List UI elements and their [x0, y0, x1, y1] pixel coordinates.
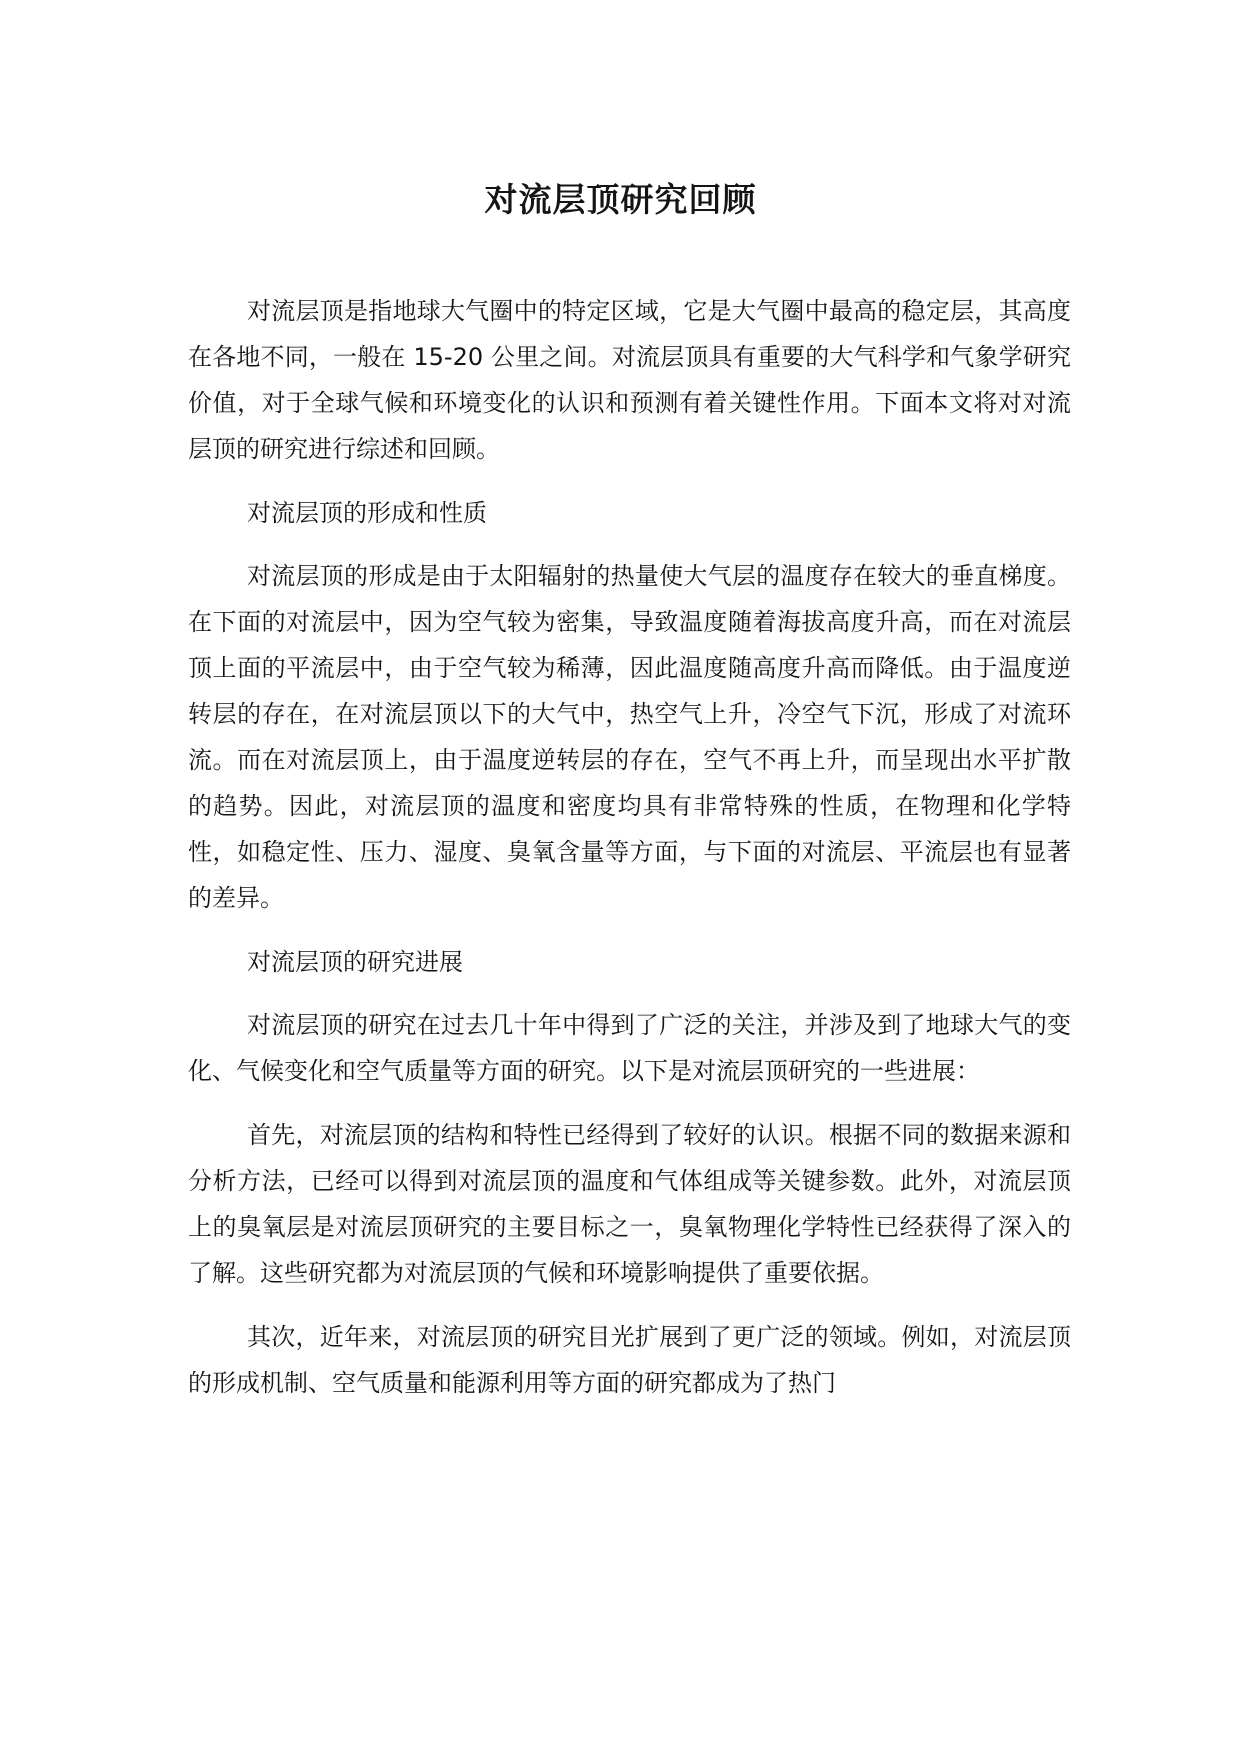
document-title: 对流层顶研究回顾 — [484, 180, 757, 219]
paragraph-progress-intro: 对流层顶的研究在过去几十年中得到了广泛的关注，并涉及到了地球大气的变化、气候变化和空气质量等方面的研究。以下是对流层顶研究的一些进展： — [188, 1011, 1071, 1085]
paragraph-intro: 对流层顶是指地球大气圈中的特定区域，它是大气圈中最高的稳定层，其高度在各地不同，一般在 15-20 公里之间。对流层顶具有重要的大气科学和气象学研究价值，对于全球气候和环境变化的认识和预测有着关键性作用。下面本文将对对流层顶的研究进行综述和回顾。 — [188, 297, 1071, 463]
section-heading-progress: 对流层顶的研究进展 — [247, 948, 463, 976]
paragraph-progress-first: 首先，对流层顶的结构和特性已经得到了较好的认识。根据不同的数据来源和分析方法，已经可以得到对流层顶的温度和气体组成等关键参数。此外，对流层顶上的臭氧层是对流层顶研究的主要目标之一，臭氧物理化学特性已经获得了深入的了解。这些研究都为对流层顶的气候和环境影响提供了重要依据。 — [188, 1121, 1071, 1287]
paragraph-formation: 对流层顶的形成是由于太阳辐射的热量使大气层的温度存在较大的垂直梯度。在下面的对流层中，因为空气较为密集，导致温度随着海拔高度升高，而在对流层顶上面的平流层中，由于空气较为稀薄，因此温度随高度升高而降低。由于温度逆转层的存在，在对流层顶以下的大气中，热空气上升，冷空气下沉，形成了对流环流。而在对流层顶上，由于温度逆转层的存在，空气不再上升，而呈现出水平扩散的趋势。因此，对流层顶的温度和密度均具有非常特殊的性质，在物理和化学特性，如稳定性、压力、湿度、臭氧含量等方面，与下面的对流层、平流层也有显著的差异。 — [188, 562, 1071, 912]
document-body — [188, 288, 1071, 1424]
section-heading-formation: 对流层顶的形成和性质 — [247, 499, 487, 527]
paragraph-progress-second: 其次，近年来，对流层顶的研究目光扩展到了更广泛的领域。例如，对流层顶的形成机制、空气质量和能源利用等方面的研究都成为了热门 — [188, 1323, 1071, 1397]
